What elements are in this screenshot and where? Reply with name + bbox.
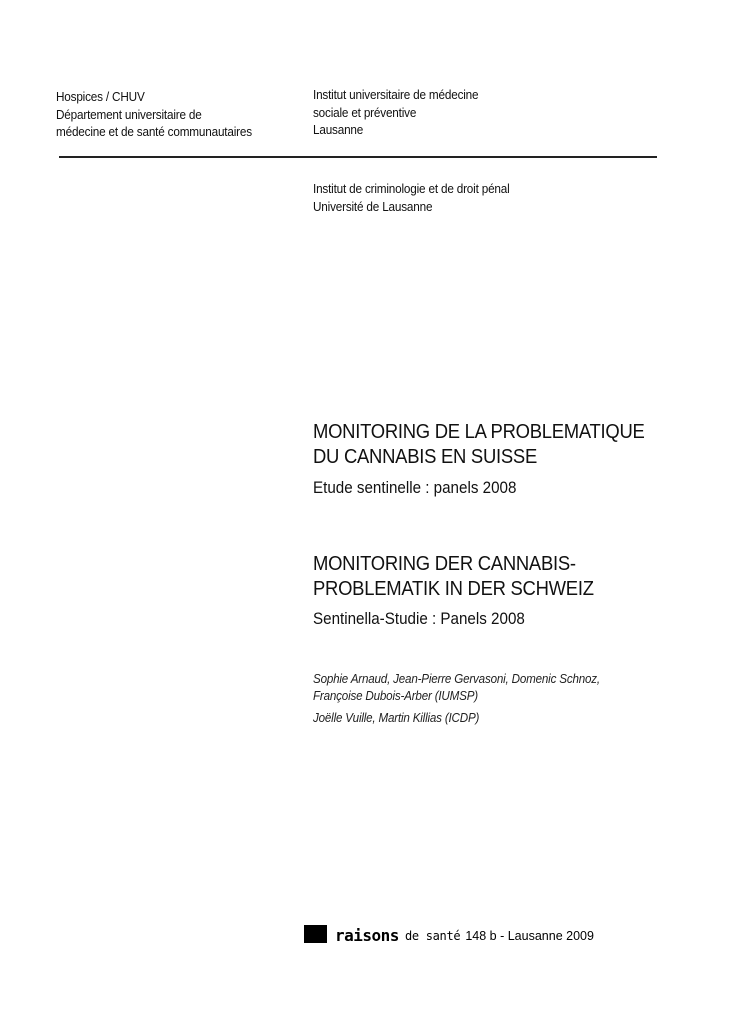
authors-iumsp	[313, 671, 600, 705]
series-number-and-place: 148 b - Lausanne 2009	[465, 929, 594, 943]
header-left-line-2: Département universitaire de	[56, 107, 202, 122]
black-square-logo-icon	[304, 925, 327, 943]
second-institution-line-2: Université de Lausanne	[313, 199, 433, 214]
header-right-line-1: Institut universitaire de médecine	[313, 88, 479, 102]
second-institution	[313, 181, 510, 216]
authors-iumsp-line-2: Françoise Dubois-Arber (IUMSP)	[313, 689, 478, 703]
header-left-line-1: Hospices / CHUV	[56, 90, 145, 104]
title-german-line-2: PROBLEMATIK IN DER SCHWEIZ	[313, 577, 594, 600]
publication-footer	[304, 922, 594, 946]
second-institution-line-1: Institut de criminologie et de droit pénal	[313, 182, 510, 196]
header-left-line-3: médecine et de santé communautaires	[56, 125, 252, 139]
header-right-institution	[313, 87, 478, 140]
authors-iumsp-line-1: Sophie Arnaud, Jean-Pierre Gervasoni, Domenic Schnoz,	[313, 672, 600, 686]
title-french-line-2: DU CANNABIS EN SUISSE	[313, 445, 537, 468]
title-german-line-1: MONITORING DER CANNABIS-	[313, 552, 576, 575]
subtitle-german: Sentinella-Studie : Panels 2008	[313, 610, 525, 628]
authors-icdp: Joëlle Vuille, Martin Killias (ICDP)	[313, 711, 480, 725]
subtitle-french: Etude sentinelle : panels 2008	[313, 479, 517, 497]
header-right-line-3: Lausanne	[313, 123, 364, 137]
raisons-brand: raisons	[335, 926, 399, 945]
de-sante-brand: de santé	[404, 929, 461, 943]
header-right-line-2: sociale et préventive	[313, 105, 417, 120]
header-divider	[59, 156, 657, 158]
title-german	[313, 551, 594, 601]
header-left-institution	[56, 89, 252, 142]
title-french-line-1: MONITORING DE LA PROBLEMATIQUE	[313, 420, 645, 443]
title-french	[313, 419, 645, 469]
